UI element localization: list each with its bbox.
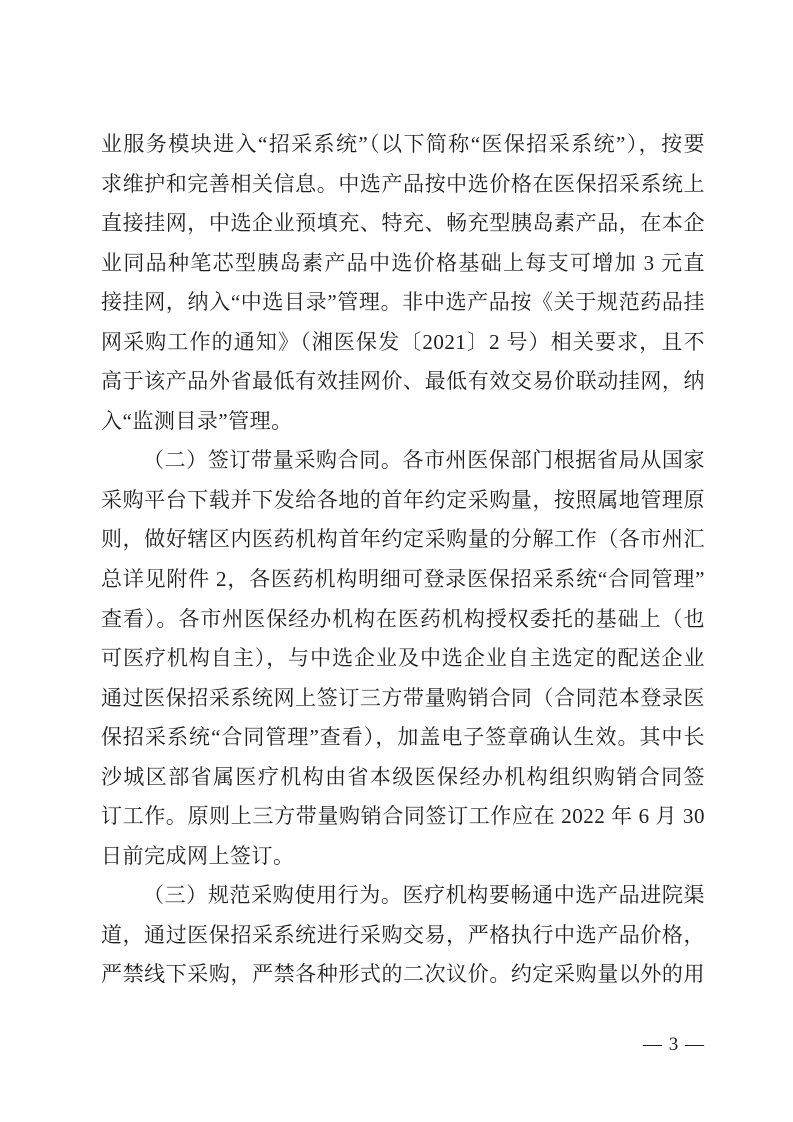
text-line: 订工作。原则上三方带量购销合同签订工作应在 2022 年 6 月 30 [101,804,705,829]
text-line: 总详见附件 2，各医药机构明细可登录医保招采系统“合同管理” [101,567,705,592]
document-body [101,125,705,995]
text-line: 接挂网，纳入“中选目录”管理。非中选产品按《关于规范药品挂 [101,290,705,315]
text-line: 入“监测目录”管理。 [101,408,293,433]
text-line: 求维护和完善相关信息。中选产品按中选价格在医保招采系统上 [101,171,705,196]
text-line: 直接挂网，中选企业预填充、特充、畅充型胰岛素产品，在本企 [101,211,705,236]
text-line: 保招采系统“合同管理”查看），加盖电子签章确认生效。其中长 [101,725,705,750]
text-line: 道，通过医保招采系统进行采购交易，严格执行中选产品价格， [101,922,705,947]
text-line: 网采购工作的通知》（湘医保发〔2021〕2 号）相关要求，且不 [101,329,705,354]
text-line: 业同品种笔芯型胰岛素产品中选价格基础上每支可增加 3 元直 [101,250,705,275]
text-line: （二）签订带量采购合同。各市州医保部门根据省局从国家 [143,448,705,473]
text-line: 业服务模块进入“招采系统”（以下简称“医保招采系统”），按要 [101,132,705,156]
text-line: 可医疗机构自主），与中选企业及中选企业自主选定的配送企业 [101,646,705,671]
text-line: 查看）。各市州医保经办机构在医药机构授权委托的基础上（也 [101,606,705,631]
text-line: 严禁线下采购，严禁各种形式的二次议价。约定采购量以外的用 [101,962,705,987]
text-line: 沙城区部省属医疗机构由省本级医保经办机构组织购销合同签 [101,764,705,789]
text-line: 采购平台下载并下发给各地的首年约定采购量，按照属地管理原 [101,487,705,512]
text-line: 通过医保招采系统网上签订三方带量购销合同（合同范本登录医 [101,685,705,710]
text-line: 日前完成网上签订。 [101,843,295,868]
text-line: （三）规范采购使用行为。医疗机构要畅通中选产品进院渠 [143,883,705,908]
text-line: 则，做好辖区内医药机构首年约定采购量的分解工作（各市州汇 [101,527,705,552]
text-line: 高于该产品外省最低有效挂网价、最低有效交易价联动挂网，纳 [101,369,705,394]
page-number: — 3 — [643,1034,705,1055]
